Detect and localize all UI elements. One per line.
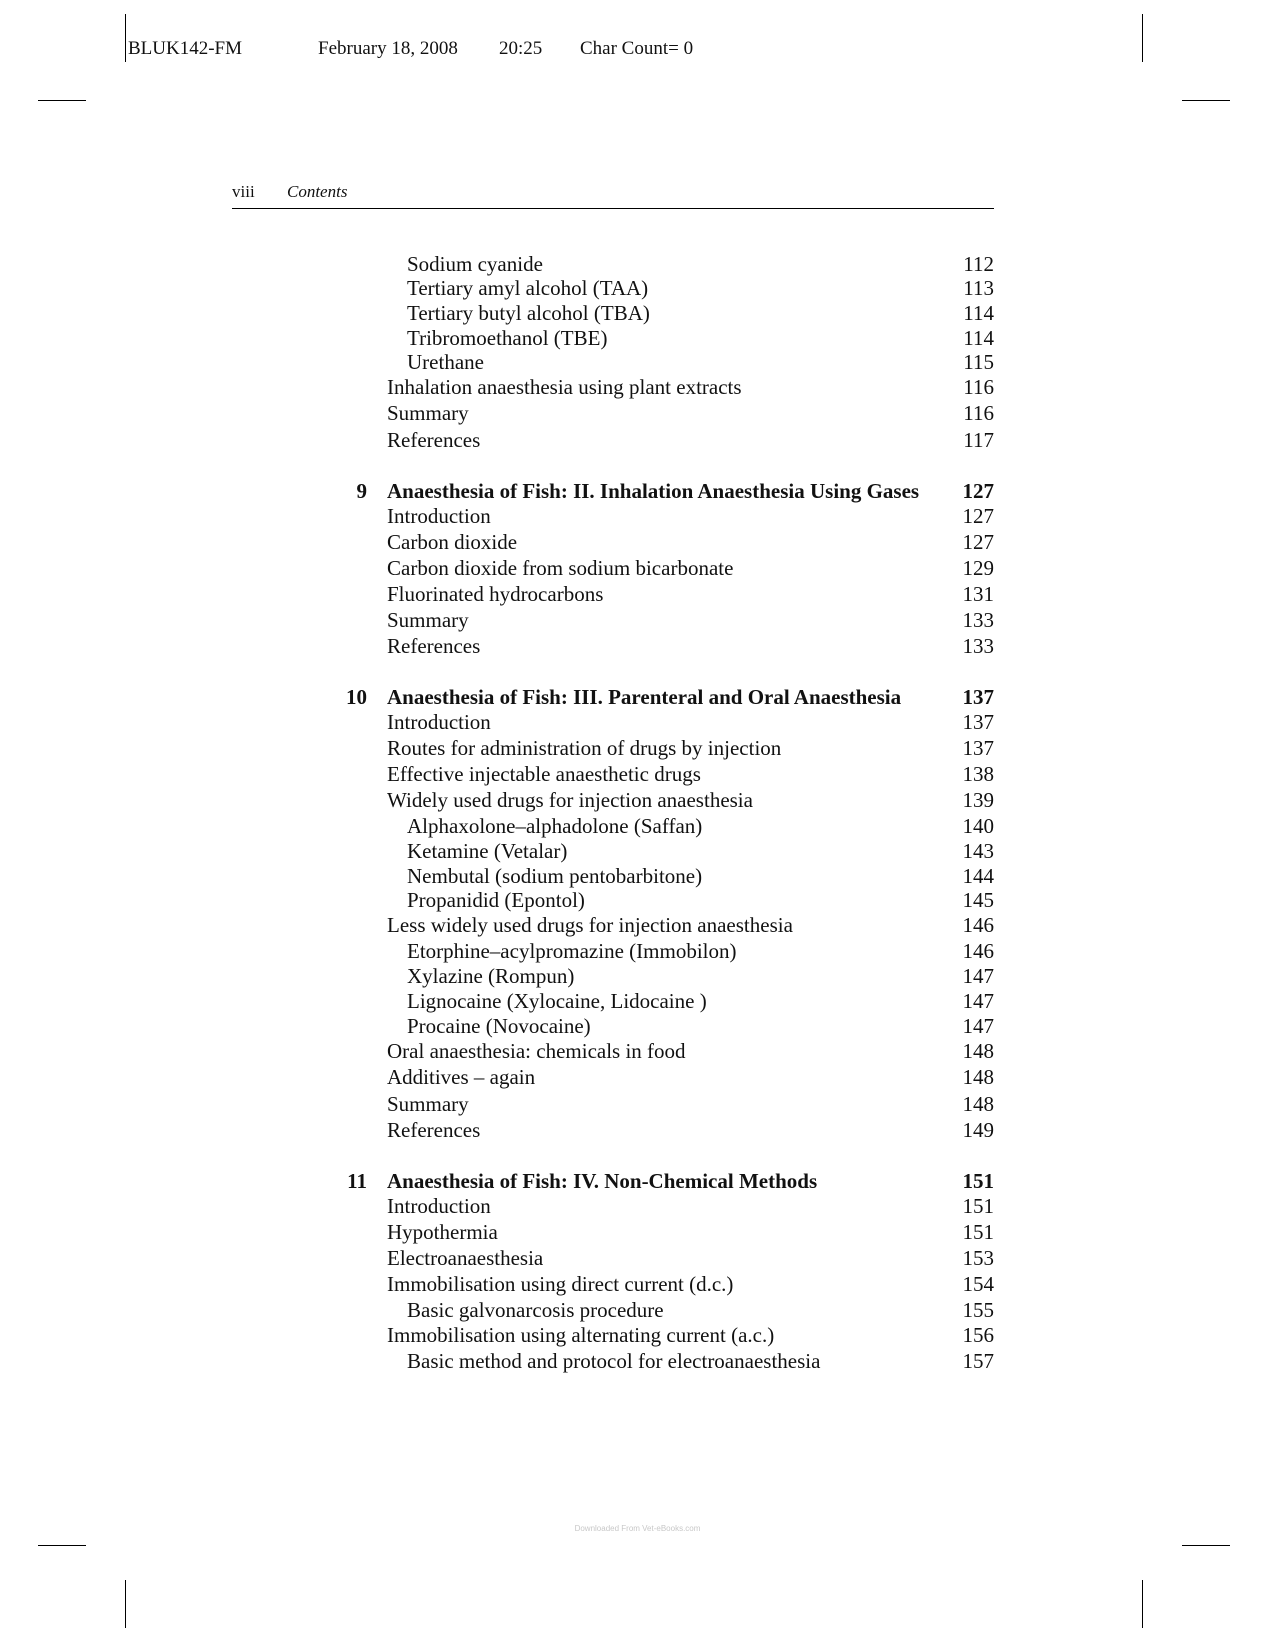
- page-number: 147: [962, 1014, 994, 1038]
- toc-entry: [0, 887, 994, 913]
- slug-date: February 18, 2008: [318, 38, 458, 59]
- page-number: 116: [963, 401, 994, 425]
- page-number: 133: [962, 608, 994, 632]
- page-number: 140: [962, 814, 994, 838]
- toc-entry: [0, 1091, 994, 1117]
- toc-entry: [0, 938, 994, 964]
- toc-entry: [0, 427, 994, 453]
- toc-entry: [0, 787, 994, 813]
- entry-title: Tribromoethanol (TBE): [407, 326, 608, 350]
- page-number: 131: [962, 582, 994, 606]
- toc-entry: [0, 503, 994, 529]
- entry-title: Fluorinated hydrocarbons: [387, 582, 604, 606]
- entry-title: Summary: [387, 608, 469, 632]
- entry-title: Routes for administration of drugs by injection: [387, 736, 782, 760]
- entry-title: Alphaxolone–alphadolone (Saffan): [407, 814, 703, 838]
- page-number: 156: [962, 1323, 994, 1347]
- page-number: 154: [962, 1272, 994, 1296]
- toc-entry: [0, 1271, 994, 1297]
- page-number: 146: [962, 913, 994, 937]
- toc-entry: [0, 581, 994, 607]
- toc-entry: [0, 1117, 994, 1143]
- watermark: Downloaded From Vet-eBooks.com: [574, 1524, 701, 1533]
- page-number: 146: [962, 939, 994, 963]
- page-number: 116: [963, 375, 994, 399]
- toc-entry: [0, 349, 994, 375]
- chapter-number: 10: [346, 685, 367, 709]
- toc-entry: [0, 607, 994, 633]
- entry-title: Immobilisation using alternating current (a.c.): [387, 1323, 775, 1347]
- entry-title: Procaine (Novocaine): [407, 1014, 591, 1038]
- entry-title: Widely used drugs for injection anaesthesia: [387, 788, 753, 812]
- entry-title: Basic galvonarcosis procedure: [407, 1298, 664, 1322]
- entry-title: References: [387, 634, 481, 658]
- page-number: 117: [963, 428, 994, 452]
- toc-chapter-entry: [0, 478, 994, 504]
- page-number: 149: [962, 1118, 994, 1142]
- page-number: 143: [962, 839, 994, 863]
- toc-entry: [0, 1322, 994, 1348]
- running-head-title: Contents: [287, 182, 348, 201]
- entry-title: Basic method and protocol for electroanaesthesia: [407, 1349, 821, 1373]
- toc-entry: [0, 1245, 994, 1271]
- page-number: 148: [962, 1039, 994, 1063]
- entry-title: Introduction: [387, 710, 491, 734]
- toc-entry: [0, 529, 994, 555]
- entry-title: Additives – again: [387, 1065, 536, 1089]
- page-number: 114: [963, 326, 994, 350]
- entry-title: Less widely used drugs for injection anaesthesia: [387, 913, 793, 937]
- toc-entry: [0, 813, 994, 839]
- entry-title: Carbon dioxide from sodium bicarbonate: [387, 556, 734, 580]
- chapter-title: Anaesthesia of Fish: IV. Non-Chemical Methods: [387, 1169, 818, 1193]
- page-folio: viii: [232, 182, 255, 201]
- entry-title: Oral anaesthesia: chemicals in food: [387, 1039, 686, 1063]
- page-number: 147: [962, 964, 994, 988]
- entry-title: Carbon dioxide: [387, 530, 518, 554]
- entry-title: Lignocaine (Xylocaine, Lidocaine ): [407, 989, 707, 1013]
- chapter-title: Anaesthesia of Fish: II. Inhalation Anaesthesia Using Gases: [387, 479, 920, 503]
- page-number: 151: [962, 1194, 994, 1218]
- toc-entry: [0, 838, 994, 864]
- page-number: 147: [962, 989, 994, 1013]
- entry-title: Tertiary amyl alcohol (TAA): [407, 276, 649, 300]
- entry-title: Propanidid (Epontol): [407, 888, 585, 912]
- toc-entry: [0, 1219, 994, 1245]
- entry-title: Introduction: [387, 504, 491, 528]
- toc-entry: [0, 275, 994, 301]
- entry-title: Sodium cyanide: [407, 252, 543, 276]
- chapter-title: Anaesthesia of Fish: III. Parenteral and Oral Anaesthesia: [387, 685, 902, 709]
- toc-entry: [0, 1038, 994, 1064]
- toc-entry: [0, 374, 994, 400]
- page-number: 127: [962, 504, 994, 528]
- entry-title: Ketamine (Vetalar): [407, 839, 568, 863]
- entry-title: Summary: [387, 401, 469, 425]
- page-number: 129: [962, 556, 994, 580]
- page-number: 155: [962, 1298, 994, 1322]
- page-number: 137: [962, 685, 994, 709]
- page-number: 112: [963, 252, 994, 276]
- toc-entry: [0, 1193, 994, 1219]
- entry-title: Summary: [387, 1092, 469, 1116]
- page-number: 145: [962, 888, 994, 912]
- toc-entry: [0, 1013, 994, 1039]
- page-number: 114: [963, 301, 994, 325]
- page-number: 157: [962, 1349, 994, 1373]
- toc-entry: [0, 300, 994, 326]
- entry-title: Effective injectable anaesthetic drugs: [387, 762, 701, 786]
- toc-entry: [0, 709, 994, 735]
- toc-entry: [0, 1348, 994, 1374]
- entry-title: Xylazine (Rompun): [407, 964, 575, 988]
- entry-title: Tertiary butyl alcohol (TBA): [407, 301, 650, 325]
- page-number: 153: [962, 1246, 994, 1270]
- page-number: 133: [962, 634, 994, 658]
- page-number: 151: [962, 1169, 994, 1193]
- chapter-number: 11: [347, 1169, 367, 1193]
- slug-char-count: Char Count= 0: [580, 38, 694, 59]
- entry-title: Hypothermia: [387, 1220, 498, 1244]
- page-number: 139: [962, 788, 994, 812]
- toc-entry: [0, 1297, 994, 1323]
- toc-entry: [0, 988, 994, 1014]
- page-number: 137: [962, 736, 994, 760]
- toc-entry: [0, 735, 994, 761]
- page-number: 137: [962, 710, 994, 734]
- toc-entry: [0, 912, 994, 938]
- toc-chapter-entry: [0, 1168, 994, 1194]
- entry-title: Nembutal (sodium pentobarbitone): [407, 864, 703, 888]
- page-number: 127: [962, 530, 994, 554]
- entry-title: Electroanaesthesia: [387, 1246, 544, 1270]
- toc-entry: [0, 633, 994, 659]
- page-number: 144: [962, 864, 994, 888]
- toc-entry: [0, 963, 994, 989]
- toc-entry: [0, 1064, 994, 1090]
- slug-time: 20:25: [499, 38, 543, 59]
- page-number: 113: [963, 276, 994, 300]
- entry-title: Introduction: [387, 1194, 491, 1218]
- toc-entry: [0, 400, 994, 426]
- chapter-number: 9: [356, 479, 367, 503]
- toc-entry: [0, 251, 994, 277]
- slug-code: BLUK142-FM: [128, 38, 243, 59]
- toc-chapter-entry: [0, 684, 994, 710]
- entry-title: Etorphine–acylpromazine (Immobilon): [407, 939, 737, 963]
- toc-entry: [0, 761, 994, 787]
- entry-title: Inhalation anaesthesia using plant extracts: [387, 375, 742, 399]
- page-number: 151: [962, 1220, 994, 1244]
- page-number: 138: [962, 762, 994, 786]
- toc-entry: [0, 863, 994, 889]
- entry-title: References: [387, 1118, 481, 1142]
- toc-entry: [0, 325, 994, 351]
- entry-title: Urethane: [407, 350, 484, 374]
- page-number: 115: [963, 350, 994, 374]
- toc-entry: [0, 555, 994, 581]
- page-number: 127: [962, 479, 994, 503]
- page-number: 148: [962, 1065, 994, 1089]
- page-number: 148: [962, 1092, 994, 1116]
- entry-title: Immobilisation using direct current (d.c.): [387, 1272, 734, 1296]
- entry-title: References: [387, 428, 481, 452]
